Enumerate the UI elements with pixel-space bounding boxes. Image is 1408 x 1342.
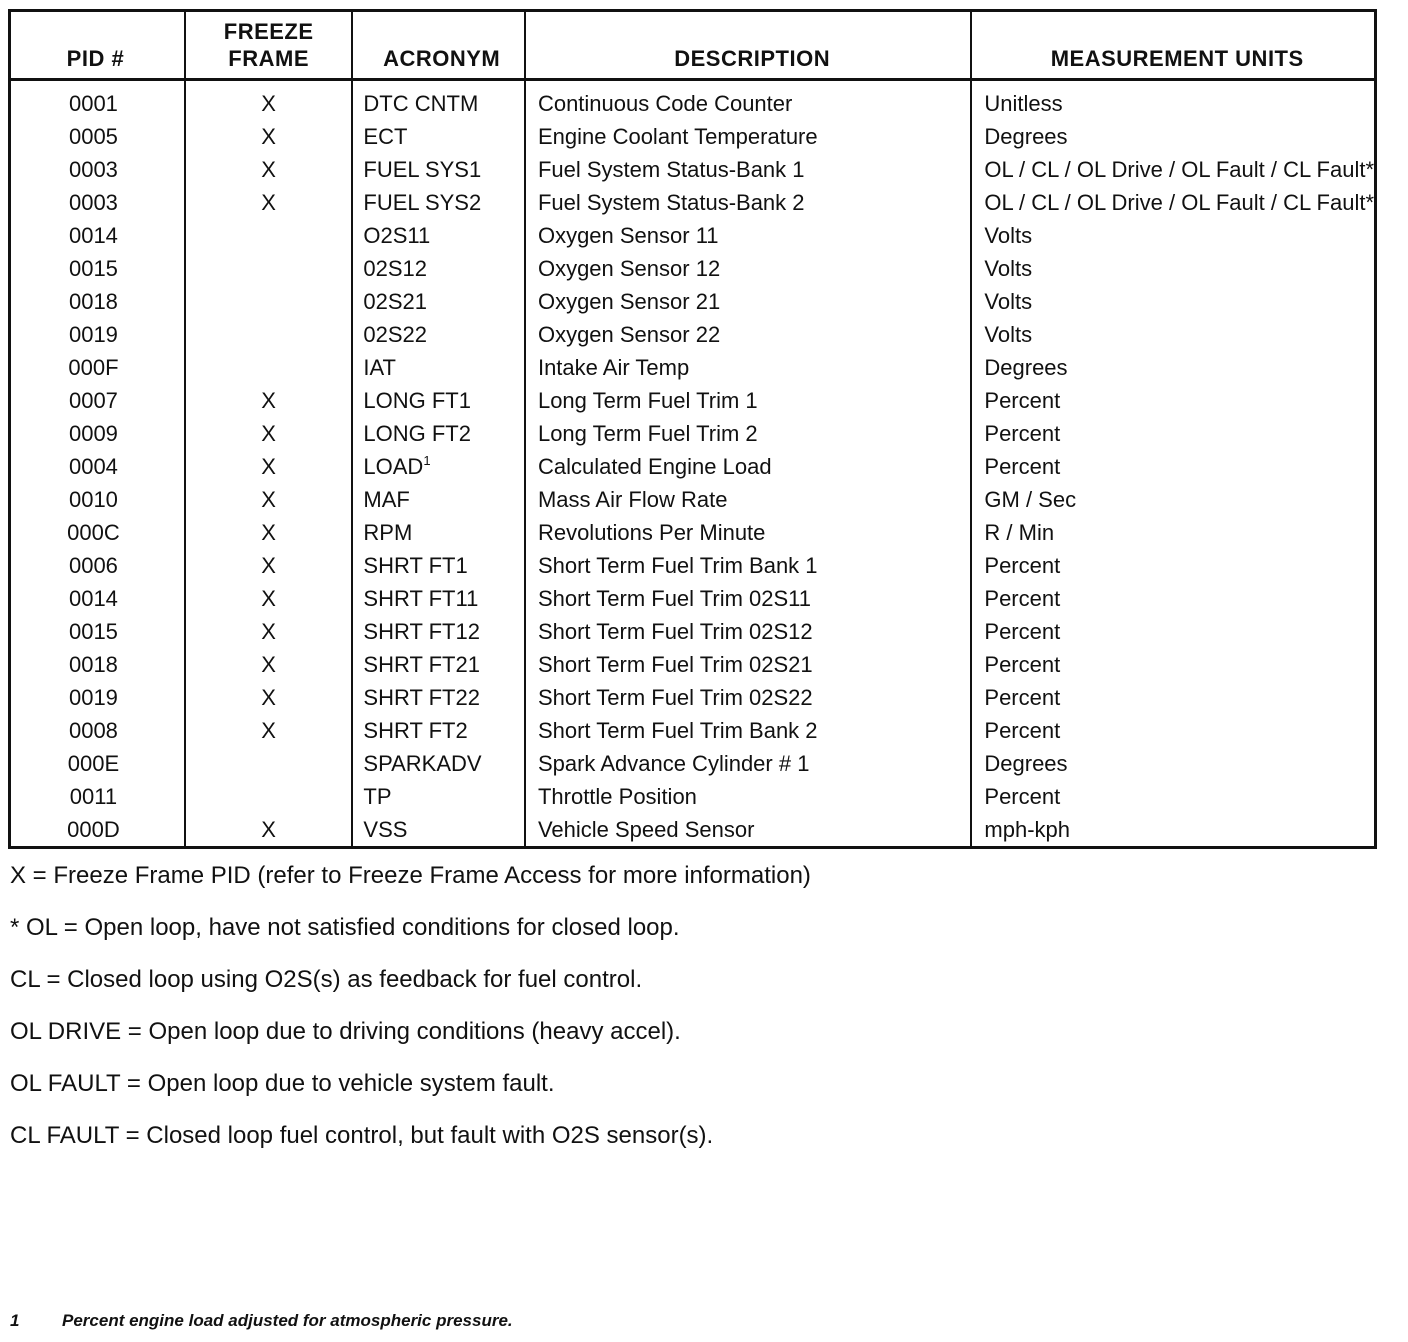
freeze-frame-cell bbox=[185, 318, 353, 351]
acronym-cell bbox=[352, 813, 525, 848]
header-freeze-frame bbox=[185, 11, 353, 80]
acronym-cell bbox=[352, 450, 525, 483]
freeze-frame-cell bbox=[185, 219, 353, 252]
freeze-frame-cell-text: X bbox=[261, 586, 276, 611]
freeze-frame-cell bbox=[185, 351, 353, 384]
units-cell-text: Percent bbox=[984, 685, 1061, 710]
pid-cell bbox=[10, 780, 185, 813]
freeze-frame-cell-text: X bbox=[261, 157, 276, 182]
acronym-cell bbox=[352, 714, 525, 747]
units-cell bbox=[971, 318, 1375, 351]
units-cell bbox=[971, 615, 1375, 648]
footnote bbox=[10, 1311, 513, 1331]
description-cell-text: Fuel System Status-Bank 1 bbox=[537, 157, 805, 182]
footnote-ref: 1 bbox=[423, 453, 431, 468]
freeze-frame-cell bbox=[185, 80, 353, 121]
freeze-frame-cell-text: X bbox=[261, 520, 276, 545]
pid-cell bbox=[10, 747, 185, 780]
freeze-frame-cell bbox=[185, 714, 353, 747]
description-cell-text: Long Term Fuel Trim 2 bbox=[537, 421, 758, 446]
pid-cell bbox=[10, 252, 185, 285]
acronym-cell bbox=[352, 80, 525, 121]
acronym-cell-text: 02S21 bbox=[363, 289, 428, 314]
freeze-frame-cell-text: X bbox=[261, 421, 276, 446]
units-cell-text: Percent bbox=[984, 784, 1061, 809]
pid-cell-text: 0019 bbox=[68, 322, 118, 347]
description-cell-text: Oxygen Sensor 22 bbox=[537, 322, 721, 347]
acronym-cell bbox=[352, 483, 525, 516]
acronym-cell bbox=[352, 516, 525, 549]
acronym-cell bbox=[352, 615, 525, 648]
description-cell bbox=[525, 714, 971, 747]
units-cell-text: mph-kph bbox=[984, 817, 1070, 842]
freeze-frame-cell bbox=[185, 252, 353, 285]
legend-line-cl-fault: CL FAULT = Closed loop fuel control, but fault with O2S sensor(s). bbox=[10, 1122, 714, 1149]
pid-cell bbox=[10, 450, 185, 483]
pid-cell bbox=[10, 582, 185, 615]
legend-line-ol-drive: OL DRIVE = Open loop due to driving conditions (heavy accel). bbox=[10, 1018, 681, 1045]
pid-cell-text: 0015 bbox=[68, 256, 118, 281]
pid-cell bbox=[10, 417, 185, 450]
acronym-cell-text: TP bbox=[363, 784, 392, 809]
units-cell bbox=[971, 351, 1375, 384]
table-row bbox=[10, 80, 1376, 121]
description-cell-text: Short Term Fuel Trim 02S11 bbox=[537, 586, 812, 611]
freeze-frame-cell bbox=[185, 549, 353, 582]
freeze-frame-cell bbox=[185, 450, 353, 483]
table-row bbox=[10, 516, 1376, 549]
acronym-cell bbox=[352, 747, 525, 780]
pid-cell bbox=[10, 80, 185, 121]
pid-cell bbox=[10, 186, 185, 219]
footnote-number: 1 bbox=[10, 1311, 20, 1330]
table-row bbox=[10, 483, 1376, 516]
freeze-frame-cell bbox=[185, 516, 353, 549]
acronym-cell bbox=[352, 417, 525, 450]
acronym-cell-text: FUEL SYS1 bbox=[363, 157, 482, 182]
units-cell bbox=[971, 747, 1375, 780]
freeze-frame-cell-text: X bbox=[261, 718, 276, 743]
table-row bbox=[10, 813, 1376, 848]
pid-cell-text: 0009 bbox=[68, 421, 118, 446]
acronym-cell bbox=[352, 318, 525, 351]
freeze-frame-cell-text: X bbox=[261, 190, 276, 215]
pid-cell-text: 0014 bbox=[68, 223, 118, 248]
acronym-cell bbox=[352, 186, 525, 219]
table-row bbox=[10, 780, 1376, 813]
acronym-cell-text: O2S11 bbox=[363, 223, 431, 248]
description-cell-text: Short Term Fuel Trim 02S12 bbox=[537, 619, 813, 644]
units-cell bbox=[971, 549, 1375, 582]
acronym-cell bbox=[352, 153, 525, 186]
description-cell bbox=[525, 813, 971, 848]
units-cell-text: OL / CL / OL Drive / OL Fault / CL Fault* bbox=[984, 157, 1374, 182]
description-cell bbox=[525, 516, 971, 549]
freeze-frame-cell bbox=[185, 681, 353, 714]
pid-cell-text: 0006 bbox=[68, 553, 118, 578]
pid-cell bbox=[10, 681, 185, 714]
legend-line-open-loop: * OL = Open loop, have not satisfied conditions for closed loop. bbox=[10, 914, 680, 941]
pid-cell bbox=[10, 615, 185, 648]
units-cell-text: GM / Sec bbox=[984, 487, 1077, 512]
table-row bbox=[10, 648, 1376, 681]
pid-cell bbox=[10, 483, 185, 516]
units-cell bbox=[971, 483, 1375, 516]
header-pid: PID # bbox=[10, 11, 185, 80]
pid-cell bbox=[10, 384, 185, 417]
pid-cell-text: 0005 bbox=[68, 124, 118, 149]
table-row bbox=[10, 120, 1376, 153]
table-row bbox=[10, 153, 1376, 186]
acronym-cell bbox=[352, 648, 525, 681]
units-cell bbox=[971, 780, 1375, 813]
units-cell-text: Percent bbox=[984, 619, 1061, 644]
table-row bbox=[10, 549, 1376, 582]
freeze-frame-cell bbox=[185, 813, 353, 848]
freeze-frame-cell-text: X bbox=[261, 652, 276, 677]
freeze-frame-cell bbox=[185, 648, 353, 681]
freeze-frame-cell-text: X bbox=[261, 124, 276, 149]
pid-cell bbox=[10, 153, 185, 186]
acronym-cell bbox=[352, 384, 525, 417]
acronym-cell-text: RPM bbox=[363, 520, 413, 545]
table-row bbox=[10, 681, 1376, 714]
acronym-cell-text: LONG FT2 bbox=[363, 421, 471, 446]
freeze-frame-cell-text: X bbox=[261, 487, 276, 512]
units-cell bbox=[971, 714, 1375, 747]
units-cell bbox=[971, 186, 1375, 219]
units-cell bbox=[971, 252, 1375, 285]
pid-cell-text: 0011 bbox=[69, 784, 118, 809]
pid-cell bbox=[10, 318, 185, 351]
units-cell bbox=[971, 681, 1375, 714]
freeze-frame-cell bbox=[185, 186, 353, 219]
units-cell bbox=[971, 120, 1375, 153]
description-cell-text: Oxygen Sensor 12 bbox=[537, 256, 721, 281]
table-row bbox=[10, 747, 1376, 780]
acronym-cell-text: 02S22 bbox=[363, 322, 428, 347]
freeze-frame-cell-text: X bbox=[261, 685, 276, 710]
description-cell bbox=[525, 450, 971, 483]
freeze-frame-cell-text: X bbox=[261, 91, 276, 116]
units-cell bbox=[971, 417, 1375, 450]
description-cell-text: Engine Coolant Temperature bbox=[537, 124, 818, 149]
acronym-cell bbox=[352, 285, 525, 318]
units-cell-text: Unitless bbox=[984, 91, 1063, 116]
description-cell-text: Fuel System Status-Bank 2 bbox=[537, 190, 805, 215]
description-cell bbox=[525, 582, 971, 615]
description-cell bbox=[525, 219, 971, 252]
acronym-cell-text: SHRT FT11 bbox=[363, 586, 479, 611]
units-cell-text: Percent bbox=[984, 421, 1061, 446]
units-cell-text: Percent bbox=[984, 718, 1061, 743]
description-cell-text: Revolutions Per Minute bbox=[537, 520, 766, 545]
pid-cell-text: 000D bbox=[67, 817, 120, 842]
header-freeze-frame-line1: FREEZE bbox=[223, 19, 314, 44]
description-cell-text: Mass Air Flow Rate bbox=[537, 487, 728, 512]
table-body bbox=[10, 80, 1376, 848]
pid-cell-text: 0018 bbox=[68, 652, 118, 677]
units-cell bbox=[971, 153, 1375, 186]
units-cell bbox=[971, 219, 1375, 252]
pid-cell-text: 0010 bbox=[68, 487, 118, 512]
freeze-frame-cell bbox=[185, 417, 353, 450]
pid-cell bbox=[10, 285, 185, 318]
freeze-frame-cell bbox=[185, 120, 353, 153]
table-row bbox=[10, 714, 1376, 747]
legend-line-freeze-frame: X = Freeze Frame PID (refer to Freeze Frame Access for more information) bbox=[10, 862, 811, 889]
description-cell-text: Spark Advance Cylinder # 1 bbox=[537, 751, 810, 776]
freeze-frame-cell bbox=[185, 384, 353, 417]
acronym-cell-text: SHRT FT21 bbox=[363, 652, 480, 677]
acronym-cell-text: ECT bbox=[363, 124, 408, 149]
acronym-cell-text: SHRT FT22 bbox=[363, 685, 480, 710]
units-cell bbox=[971, 813, 1375, 848]
description-cell bbox=[525, 681, 971, 714]
pid-cell bbox=[10, 714, 185, 747]
freeze-frame-cell bbox=[185, 582, 353, 615]
table-row bbox=[10, 351, 1376, 384]
description-cell-text: Short Term Fuel Trim 02S22 bbox=[537, 685, 813, 710]
description-cell-text: Intake Air Temp bbox=[537, 355, 690, 380]
pid-cell bbox=[10, 120, 185, 153]
units-cell bbox=[971, 648, 1375, 681]
pid-cell-text: 0015 bbox=[68, 619, 118, 644]
legend-line-closed-loop: CL = Closed loop using O2S(s) as feedback for fuel control. bbox=[10, 966, 643, 993]
pid-cell-text: 0018 bbox=[68, 289, 118, 314]
acronym-cell-text: SHRT FT12 bbox=[363, 619, 480, 644]
units-cell-text: Volts bbox=[984, 322, 1033, 347]
legend-line-ol-fault: OL FAULT = Open loop due to vehicle system fault. bbox=[10, 1070, 555, 1097]
units-cell-text: Degrees bbox=[984, 355, 1068, 380]
acronym-cell-text: LONG FT1 bbox=[363, 388, 471, 413]
pid-cell-text: 0008 bbox=[68, 718, 118, 743]
acronym-cell-text: IAT bbox=[363, 355, 396, 380]
acronym-cell bbox=[352, 582, 525, 615]
pid-cell-text: 0014 bbox=[68, 586, 118, 611]
legend bbox=[10, 858, 1390, 1170]
table-row bbox=[10, 186, 1376, 219]
description-cell-text: Vehicle Speed Sensor bbox=[537, 817, 755, 842]
freeze-frame-cell bbox=[185, 285, 353, 318]
acronym-cell-text: MAF bbox=[363, 487, 410, 512]
description-cell bbox=[525, 648, 971, 681]
freeze-frame-cell bbox=[185, 483, 353, 516]
footnote-text: Percent engine load adjusted for atmospheric pressure. bbox=[62, 1311, 513, 1330]
units-cell bbox=[971, 384, 1375, 417]
description-cell bbox=[525, 483, 971, 516]
freeze-frame-cell-text: X bbox=[261, 817, 276, 842]
pid-cell-text: 0001 bbox=[68, 91, 118, 116]
pid-cell-text: 0003 bbox=[68, 157, 118, 182]
acronym-cell-text: LOAD bbox=[363, 454, 424, 479]
description-cell-text: Short Term Fuel Trim 02S21 bbox=[537, 652, 813, 677]
freeze-frame-cell-text: X bbox=[261, 619, 276, 644]
table-row bbox=[10, 450, 1376, 483]
units-cell-text: Volts bbox=[984, 223, 1033, 248]
freeze-frame-cell bbox=[185, 747, 353, 780]
units-cell-text: Percent bbox=[984, 388, 1061, 413]
pid-cell-text: 0019 bbox=[68, 685, 118, 710]
acronym-cell bbox=[352, 120, 525, 153]
acronym-cell bbox=[352, 780, 525, 813]
description-cell bbox=[525, 80, 971, 121]
units-cell bbox=[971, 582, 1375, 615]
pid-cell-text: 000C bbox=[67, 520, 120, 545]
units-cell-text: Volts bbox=[984, 256, 1033, 281]
acronym-cell-text: SHRT FT1 bbox=[363, 553, 468, 578]
header-measurement-units: MEASUREMENT UNITS bbox=[971, 11, 1375, 80]
pid-cell bbox=[10, 219, 185, 252]
pid-cell-text: 000E bbox=[67, 751, 120, 776]
description-cell bbox=[525, 285, 971, 318]
units-cell-text: Percent bbox=[984, 586, 1061, 611]
description-cell bbox=[525, 549, 971, 582]
description-cell-text: Short Term Fuel Trim Bank 1 bbox=[537, 553, 818, 578]
units-cell bbox=[971, 516, 1375, 549]
acronym-cell-text: DTC CNTM bbox=[363, 91, 479, 116]
description-cell bbox=[525, 417, 971, 450]
table-row bbox=[10, 384, 1376, 417]
pid-table bbox=[8, 9, 1377, 849]
acronym-cell-text: 02S12 bbox=[363, 256, 428, 281]
table-row bbox=[10, 582, 1376, 615]
acronym-cell bbox=[352, 252, 525, 285]
units-cell bbox=[971, 450, 1375, 483]
acronym-cell bbox=[352, 681, 525, 714]
pid-cell bbox=[10, 549, 185, 582]
units-cell-text: OL / CL / OL Drive / OL Fault / CL Fault* bbox=[984, 190, 1374, 215]
table-row bbox=[10, 285, 1376, 318]
description-cell bbox=[525, 120, 971, 153]
acronym-cell-text: SPARKADV bbox=[363, 751, 482, 776]
description-cell-text: Oxygen Sensor 21 bbox=[537, 289, 721, 314]
description-cell-text: Oxygen Sensor 11 bbox=[537, 223, 719, 248]
pid-cell bbox=[10, 813, 185, 848]
acronym-cell-text: SHRT FT2 bbox=[363, 718, 468, 743]
pid-cell bbox=[10, 648, 185, 681]
units-cell bbox=[971, 80, 1375, 121]
description-cell bbox=[525, 384, 971, 417]
description-cell-text: Short Term Fuel Trim Bank 2 bbox=[537, 718, 818, 743]
table-row bbox=[10, 252, 1376, 285]
pid-cell-text: 0007 bbox=[68, 388, 118, 413]
acronym-cell-text: FUEL SYS2 bbox=[363, 190, 482, 215]
description-cell bbox=[525, 252, 971, 285]
description-cell bbox=[525, 153, 971, 186]
units-cell-text: Percent bbox=[984, 454, 1061, 479]
header-description: DESCRIPTION bbox=[525, 11, 971, 80]
description-cell-text: Calculated Engine Load bbox=[537, 454, 772, 479]
acronym-cell-text: VSS bbox=[363, 817, 408, 842]
freeze-frame-cell bbox=[185, 615, 353, 648]
pid-cell-text: 0003 bbox=[68, 190, 118, 215]
description-cell bbox=[525, 615, 971, 648]
table-header-row bbox=[10, 11, 1376, 80]
table-row bbox=[10, 219, 1376, 252]
pid-cell bbox=[10, 516, 185, 549]
freeze-frame-cell bbox=[185, 153, 353, 186]
freeze-frame-cell-text: X bbox=[261, 454, 276, 479]
description-cell bbox=[525, 780, 971, 813]
header-acronym: ACRONYM bbox=[352, 11, 525, 80]
acronym-cell bbox=[352, 549, 525, 582]
pid-cell bbox=[10, 351, 185, 384]
description-cell bbox=[525, 318, 971, 351]
description-cell-text: Long Term Fuel Trim 1 bbox=[537, 388, 758, 413]
units-cell bbox=[971, 285, 1375, 318]
freeze-frame-cell-text: X bbox=[261, 388, 276, 413]
units-cell-text: Percent bbox=[984, 652, 1061, 677]
pid-cell-text: 0004 bbox=[68, 454, 118, 479]
table-row bbox=[10, 615, 1376, 648]
description-cell-text: Continuous Code Counter bbox=[537, 91, 793, 116]
description-cell bbox=[525, 351, 971, 384]
acronym-cell bbox=[352, 219, 525, 252]
table-row bbox=[10, 417, 1376, 450]
units-cell-text: R / Min bbox=[984, 520, 1055, 545]
units-cell-text: Volts bbox=[984, 289, 1033, 314]
units-cell-text: Degrees bbox=[984, 124, 1068, 149]
units-cell-text: Degrees bbox=[984, 751, 1068, 776]
table-row bbox=[10, 318, 1376, 351]
description-cell-text: Throttle Position bbox=[537, 784, 697, 809]
pid-cell-text: 000F bbox=[68, 355, 119, 380]
header-freeze-frame-line2: FRAME bbox=[228, 46, 309, 71]
acronym-cell bbox=[352, 351, 525, 384]
freeze-frame-cell bbox=[185, 780, 353, 813]
freeze-frame-cell-text: X bbox=[261, 553, 276, 578]
description-cell bbox=[525, 186, 971, 219]
description-cell bbox=[525, 747, 971, 780]
units-cell-text: Percent bbox=[984, 553, 1061, 578]
